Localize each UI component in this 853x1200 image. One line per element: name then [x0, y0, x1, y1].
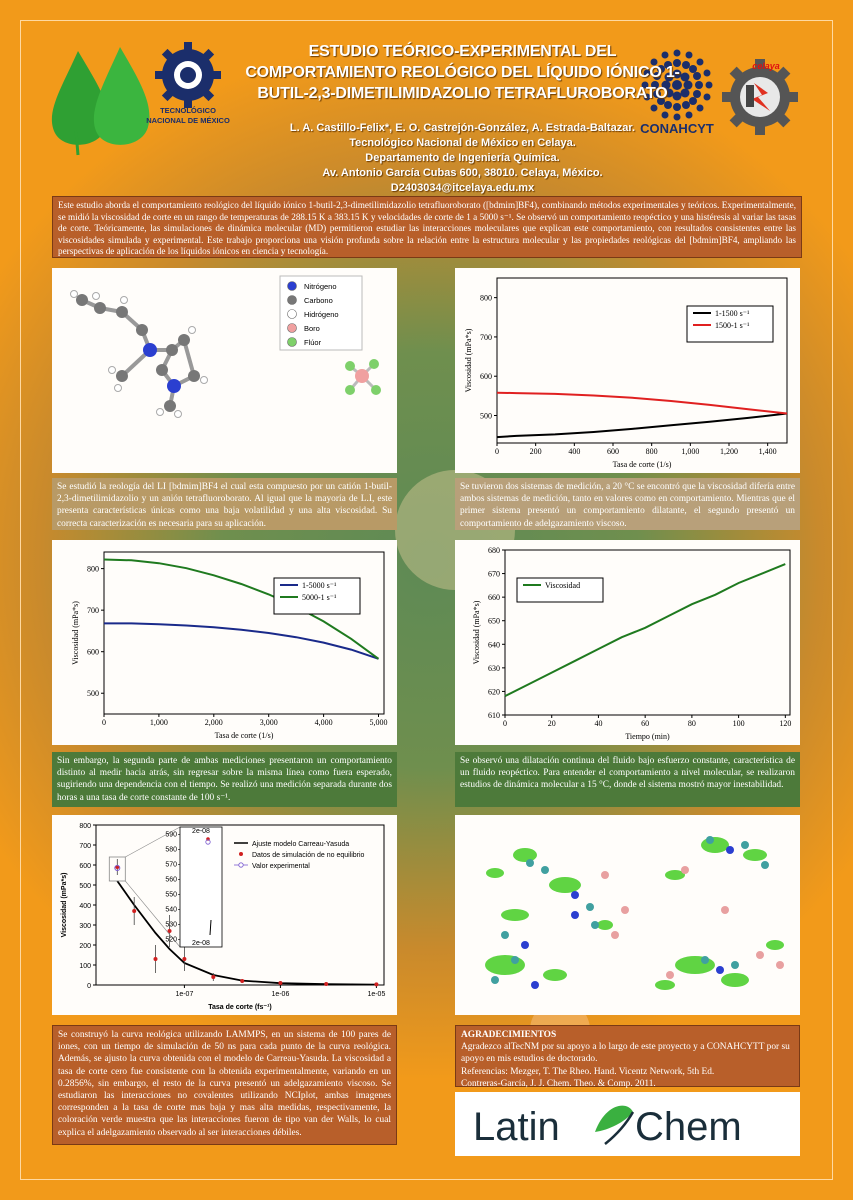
y-tick-label: 100: [79, 963, 91, 970]
inset-y-tick-label: 550: [165, 891, 177, 899]
latinchem-right-text: Chem: [635, 1105, 742, 1149]
y-tick-label: 600: [480, 372, 492, 382]
x-tick-label: 1,000: [681, 447, 700, 456]
x-axis-label: Tiempo (min): [625, 732, 670, 741]
x-tick-label: 4,000: [314, 718, 333, 727]
x-tick-label: 800: [645, 447, 658, 456]
y-tick-label: 500: [79, 883, 91, 890]
legend-label-0: Ajuste modelo Carreau-Yasuda: [252, 841, 350, 848]
y-tick-label: 500: [480, 411, 492, 421]
legend-label-1: Carbono: [304, 296, 333, 305]
legend-swatch-2: [239, 863, 243, 867]
latinchem-logo-graphic: [455, 1092, 800, 1156]
y-tick-label: 680: [488, 546, 500, 555]
chart-1: [455, 268, 800, 473]
simulation-point: [240, 979, 244, 983]
x-axis-label: Tasa de corte (1/s): [612, 460, 672, 469]
tecnm-logo: [155, 42, 221, 108]
legend-swatch-0: [288, 282, 297, 291]
legend-label-0: Viscosidad: [545, 581, 581, 590]
x-axis-label: Tasa de corte (1/s): [214, 731, 274, 740]
y-tick-label: 300: [79, 923, 91, 930]
header: [40, 35, 813, 194]
inset-y-tick-label: 580: [165, 846, 177, 854]
y-axis-label: Viscosidad (mPa*s): [472, 600, 481, 665]
x-tick-label: 1e-06: [271, 991, 290, 998]
latinchem-logo: [455, 1092, 800, 1156]
inset-y-tick-label: 540: [165, 906, 177, 914]
tecnm-logo-text-2: NACIONAL DE MÉXICO: [146, 116, 230, 125]
acknowledgements-body: Agradezco alTecNM por su apoyo a lo largo de este proyecto y a CONAHCYTT por su apoyo en mis estudios de doctorado.: [461, 1042, 790, 1065]
x-tick-label: 100: [732, 719, 745, 728]
y-tick-label: 650: [488, 616, 500, 626]
x-tick-label: 400: [568, 447, 581, 456]
legend-label-0: 1-5000 s⁻¹: [302, 581, 337, 590]
y-tick-label: 620: [488, 687, 500, 697]
legend-label-2: Valor experimental: [252, 863, 310, 870]
celaya-logo-text: celaya: [752, 61, 780, 71]
inset-y-tick-label: 590: [165, 831, 177, 839]
y-tick-label: 630: [488, 663, 500, 673]
legend-swatch-4: [288, 338, 297, 347]
series-line-1: [497, 393, 787, 414]
legend-label-2: Hidrógeno: [304, 310, 339, 319]
author-block: [240, 121, 685, 196]
y-tick-label: 600: [87, 647, 99, 657]
chart-panel-3: [455, 540, 800, 745]
y-tick-label: 500: [87, 689, 99, 699]
chart-panel-1: [455, 268, 800, 473]
y-tick-label: 700: [79, 843, 91, 850]
y-tick-label: 660: [488, 593, 500, 603]
inset-y-tick-label: 560: [165, 876, 177, 884]
series-line-0: [497, 414, 787, 438]
x-tick-label: 3,000: [259, 718, 278, 727]
molecule-panel: [52, 268, 397, 473]
x-tick-label: 1e-07: [175, 991, 194, 998]
y-axis-label: Viscosidad (mPa*s): [71, 601, 80, 665]
y-tick-label: 0: [87, 983, 91, 990]
references-line-2: Contreras-García, J. J. Chem. Theo. & Comp. 2011.: [461, 1078, 656, 1089]
text-block-1: Se estudió la reología del LI [bdmim]BF4 el cual esta compuesto por un catión 1-butil-2,3-dimetilimidazolio y un anión tetrafluoroborato. Al igual que la mayoría de L.I, este presenta características únicas como una baja volatilidad y una alta viscosidad. Su correcta caracterización es necesaria para su aplicación.: [52, 478, 397, 530]
inset-y-tick-label: 520: [165, 936, 177, 944]
y-tick-label: 800: [79, 823, 91, 830]
authors: L. A. Castillo-Felix*, E. O. Castrejón-González, A. Estrada-Baltazar.: [289, 122, 636, 134]
x-tick-label: 1,400: [758, 447, 777, 456]
y-tick-label: 670: [488, 569, 500, 579]
legend-label-0: Nitrógeno: [304, 282, 337, 291]
molecule-legend: [280, 276, 362, 350]
address: Av. Antonio García Cubas 600, 38010. Celaya, México.: [322, 167, 603, 179]
legend-swatch-3: [288, 324, 297, 333]
legend-swatch-1: [288, 296, 297, 305]
department: Departamento de Ingeniería Química.: [365, 152, 560, 164]
references-line-1: Referencias: Mezger, T. The Rheo. Hand. Vicentz Network, 5th Ed.: [461, 1066, 715, 1077]
legend-label-0: 1-1500 s⁻¹: [715, 309, 750, 318]
text-block-4: Se observó una dilatación continua del fluido bajo esfuerzo constante, característica de un fluido reopéctico. Para entender el comportamiento a nivel molecular, se realizaron estudios de dinámica molecular a 15 °C, donde el sistema mostró mayor inestabilidad.: [455, 752, 800, 807]
chart-panel-4: [52, 815, 397, 1015]
nci-plot-figure: [455, 815, 800, 1015]
x-tick-label: 0: [495, 447, 499, 456]
text-block-5: Se construyó la curva reológica utilizando LAMMPS, en un sistema de 100 pares de iones, con un tiempo de simulación de 50 ns para cada punto de la curva reológica. Además, se ajusto la curva obtenida con el modelo de Carreau-Yasuda. La viscosidad a tasa de corte cero fue consistente con la obtenida experimentalmente, variando en un 0.2856%, sin embargo, el resto de la curva presentó un adelgazamiento viscoso. Se estudiaron las interacciones no covalentes utilizando NCIplot, ambas imagenes corresponden a la tasa de corte mas baja y mas alta medidas, respectivamente, la coloración verde muestra que las interacciones fueron de tipo van der Walls, lo cual explica el adelgazamiento observado al ser interacciones débiles.: [52, 1025, 397, 1145]
chart-4: [52, 815, 397, 1015]
anion-structure: [345, 359, 381, 395]
latinchem-left-text: Latin: [473, 1105, 560, 1149]
nci-molecules: [491, 836, 784, 989]
plot-frame: [505, 550, 790, 715]
nci-plot-panel: [455, 815, 800, 1015]
simulation-point: [324, 982, 328, 986]
y-tick-label: 640: [488, 640, 500, 650]
email[interactable]: D2403034@itcelaya.edu.mx: [390, 182, 535, 194]
conahcyt-logo-text: CONAHCYT: [640, 121, 714, 136]
x-tick-label: 80: [687, 719, 696, 728]
legend-label-1: Datos de simulación de no equilibrio: [252, 852, 365, 859]
inset-y-tick-label: 530: [165, 921, 177, 929]
plot-frame: [96, 825, 384, 985]
x-tick-label: 40: [594, 719, 603, 728]
legend-label-1: 1500-1 s⁻¹: [715, 321, 750, 330]
simulation-point: [182, 957, 186, 961]
institution: Tecnológico Nacional de México en Celaya.: [349, 137, 576, 149]
cation-structure: [71, 291, 208, 418]
x-tick-label: 5,000: [369, 718, 388, 727]
tecnm-logo-text: TECNOLÓGICO: [160, 106, 216, 115]
series-line-0: [104, 623, 379, 658]
y-tick-label: 700: [480, 332, 492, 342]
x-tick-label: 120: [779, 719, 792, 728]
y-tick-label: 700: [87, 606, 99, 616]
legend-label-4: Flúor: [304, 338, 322, 347]
drops-logo: [52, 47, 150, 155]
x-axis-label: Tasa de corte (fs⁻¹): [208, 1004, 272, 1011]
inset-frame: [180, 827, 222, 947]
y-axis-label: Viscosidad (mPa*s): [464, 328, 473, 393]
y-tick-label: 400: [79, 903, 91, 910]
text-block-3: Sin embargo, la segunda parte de ambas mediciones presentaron un comportamiento distinto al medir hacia atrás, sin regresar sobre la misma línea como fuera esperado, sugiriendo una dependencia con el tiempo. Se realizó una medición separada durante dos horas a una tasa de corte constante de 100 s⁻¹.: [52, 752, 397, 807]
x-tick-label: 0: [503, 719, 507, 728]
simulation-point: [374, 982, 378, 986]
y-axis-label: Viscosidad (mPa*s): [61, 872, 68, 938]
fit-line: [117, 881, 376, 985]
chart-2: [52, 540, 397, 745]
x-tick-label: 1,000: [149, 718, 168, 727]
poster-title: ESTUDIO TEÓRICO-EXPERIMENTAL DEL COMPORTAMIENTO REOLÓGICO DEL LÍQUIDO IÓNICO 1-BUTIL-2,3-DIMETILIMIDAZOLIO TETRAFLUROBORATO: [245, 43, 680, 102]
y-tick-label: 600: [79, 863, 91, 870]
x-tick-label: 60: [641, 719, 650, 728]
inset-x-tick-label: 2e-08: [192, 828, 210, 835]
molecule-figure: [52, 268, 397, 473]
x-tick-label: 2,000: [204, 718, 223, 727]
y-tick-label: 800: [87, 564, 99, 574]
x-tick-label: 1e-05: [367, 991, 386, 998]
simulation-point: [211, 975, 215, 979]
text-block-2: Se tuvieron dos sistemas de medición, a 20 °C se encontró que la viscosidad difería entre ambos sistemas de medición, tanto en valores como en comportamiento. Mientras que el primer sistema presentó un comportamiento dilatante, el segundo presentó un comportamiento de adelgazamiento viscoso.: [455, 478, 800, 530]
x-tick-label: 600: [607, 447, 619, 456]
chart-3: [455, 540, 800, 745]
legend-swatch-1: [239, 852, 243, 856]
y-tick-label: 610: [488, 711, 500, 720]
x-tick-label: 0: [102, 718, 106, 727]
simulation-point: [132, 909, 136, 913]
simulation-point: [153, 957, 157, 961]
x-tick-label: 200: [529, 447, 542, 456]
y-tick-label: 800: [480, 293, 492, 303]
x-tick-label: 1,200: [720, 447, 738, 456]
y-tick-label: 200: [79, 943, 91, 950]
simulation-point: [278, 981, 282, 985]
x-tick-label: 20: [547, 719, 556, 728]
inset-x-tick-label: 2e-08: [192, 940, 210, 947]
abstract: Este estudio aborda el comportamiento reológico del líquido iónico 1-butil-2,3-dimetilimidazolio tetrafluoroborato ([bdmim]BF4), combinando métodos experimentales y teóricos. Experimentalmente, se midió la viscosidad de corte en un rango de temperaturas de 288.15 K a 383.15 K y velocidades de corte de 1 a 5000 s⁻¹. Se observó un comportamiento reopéctico y una histéresis al variar las tasas de corte. Teóricamente, las simulaciones de dinámica molecular (MD) permitieron estudiar las interacciones moleculares que explican este comportamiento, con resultados consistentes entre las viscosidades simulada y experimental. Este trabajo proporciona una visión profunda sobre la relación entre la estructura molecular y las propiedades reológicas del [bdmim]BF4, ampliando las perspectivas de aplicación de los líquidos iónicos en ciencia y tecnología.: [52, 196, 802, 258]
chart-panel-2: [52, 540, 397, 745]
inset-y-tick-label: 570: [165, 861, 177, 869]
legend-label-1: 5000-1 s⁻¹: [302, 593, 337, 602]
acknowledgements-title: AGRADECIMIENTOS: [461, 1030, 557, 1040]
legend-swatch-2: [288, 310, 297, 319]
legend-label-3: Boro: [304, 324, 320, 333]
acknowledgements: [455, 1025, 800, 1087]
